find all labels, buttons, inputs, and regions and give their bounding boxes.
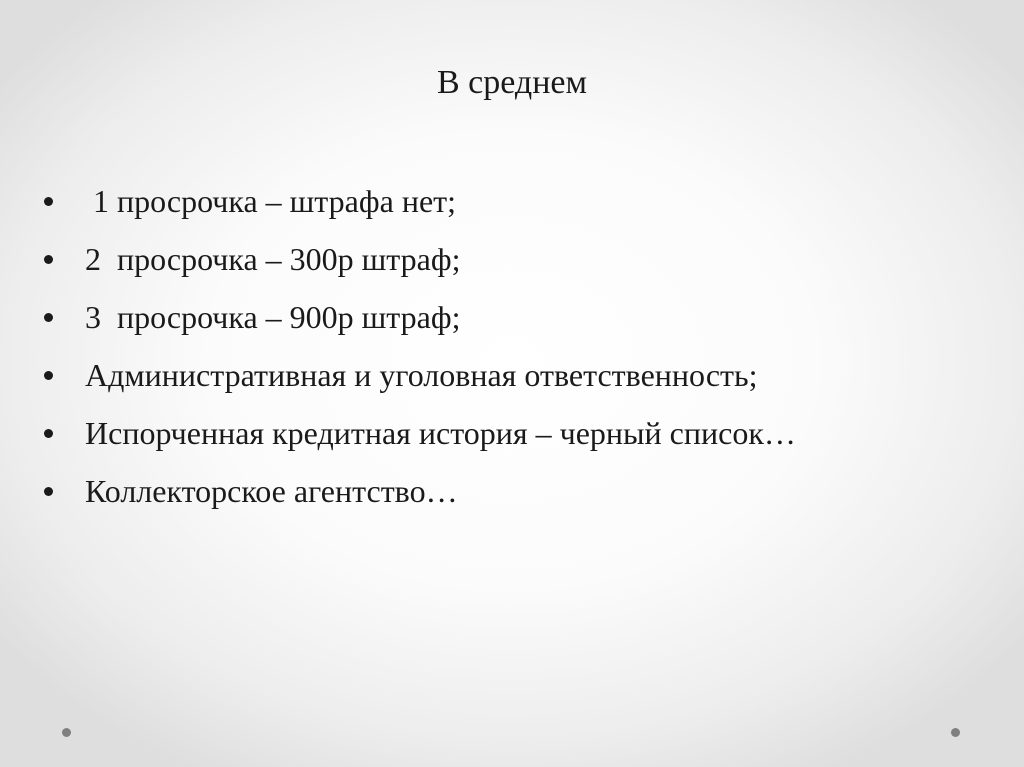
bullet-list [44, 176, 796, 524]
bullet-dot-icon [44, 313, 53, 322]
bullet-text: Коллекторское агентство… [85, 473, 458, 509]
bullet-dot-icon [44, 197, 53, 206]
bullet-dot-icon [44, 255, 53, 264]
bullet-item [44, 176, 457, 234]
bullet-item [44, 350, 758, 408]
bullet-item [44, 292, 461, 350]
slide-title: В среднем [436, 64, 587, 101]
bullet-text: 3 просрочка – 900р штраф; [85, 299, 461, 335]
bullet-dot-icon [44, 487, 53, 496]
bullet-item [44, 466, 458, 524]
bullet-text: 1 просрочка – штрафа нет; [85, 183, 457, 219]
corner-dot-icon [62, 728, 71, 737]
bullet-item [44, 408, 796, 466]
bullet-text: Испорченная кредитная история – черный список… [85, 415, 796, 451]
bullet-item [44, 234, 461, 292]
bullet-text: Административная и уголовная ответственность; [85, 357, 758, 393]
corner-dot-icon [951, 728, 960, 737]
bullet-dot-icon [44, 371, 53, 380]
bullet-dot-icon [44, 429, 53, 438]
bullet-text: 2 просрочка – 300р штраф; [85, 241, 461, 277]
